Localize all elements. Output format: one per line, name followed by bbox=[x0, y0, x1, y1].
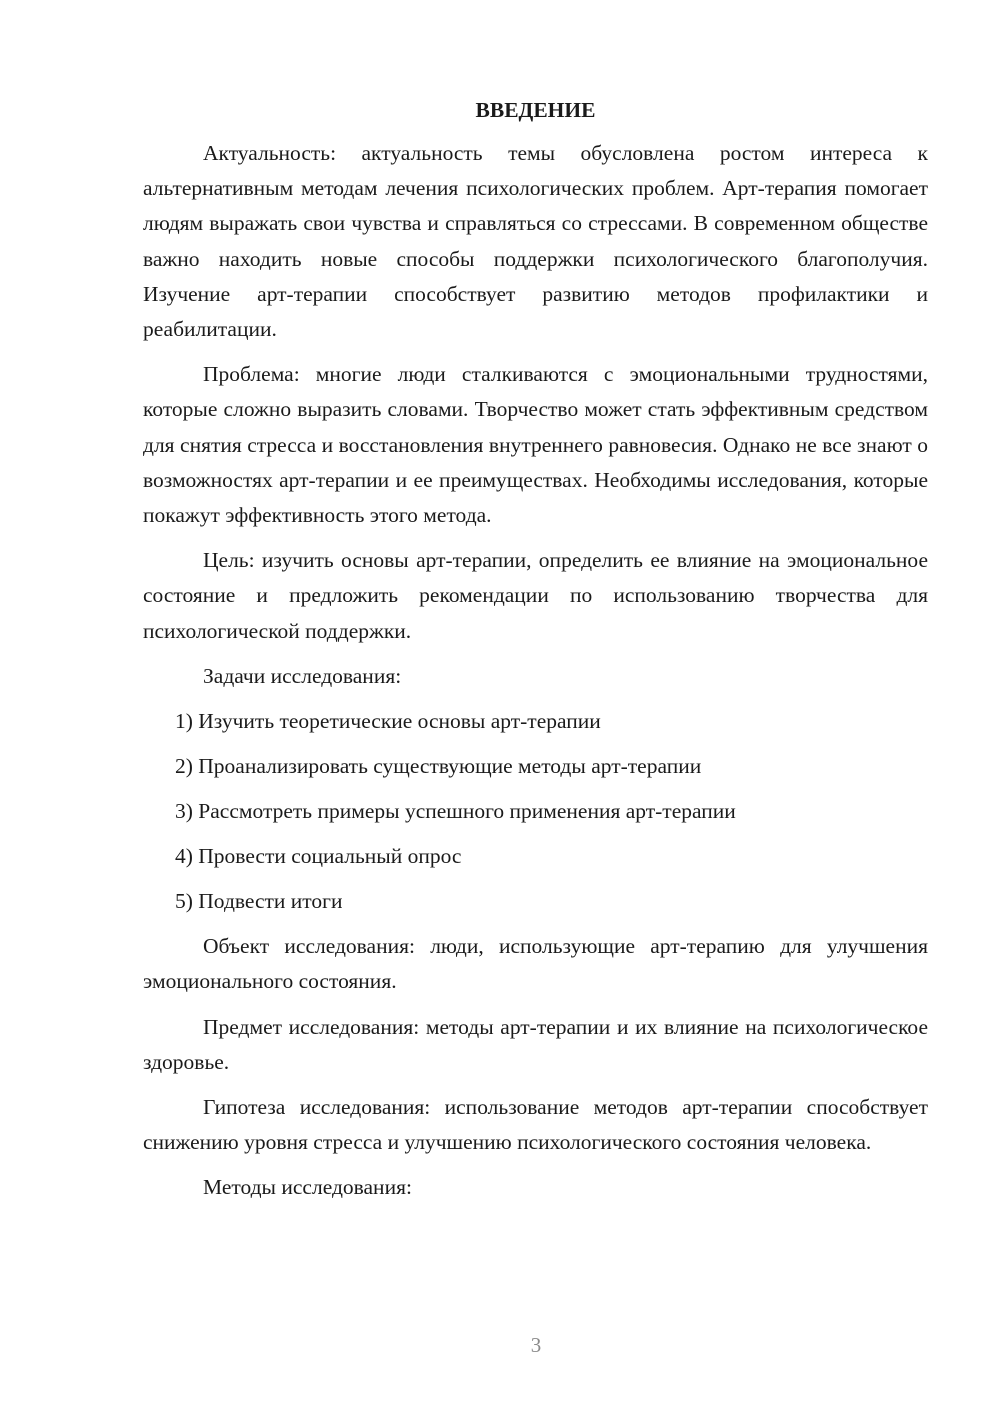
methods-label: Методы исследования: bbox=[203, 1175, 412, 1200]
paragraph-goal: Цель: изучить основы арт-терапии, определить ее влияние на эмоциональное состояние и предложить рекомендации по использованию творчества для психологической поддержки. bbox=[143, 548, 928, 643]
paragraph-hypothesis: Гипотеза исследования: использование методов арт-терапии способствует снижению уровня стресса и улучшению психологического состояния человека. bbox=[143, 1095, 928, 1155]
paragraph-relevance: Актуальность: актуальность темы обусловлена ростом интереса к альтернативным методам лечения психологических проблем. Арт-терапия помогает людям выражать свои чувства и справляться со стрессами. В современном обществе важно находить новые способы поддержки психологического благополучия. Изучение арт-терапии способствует развитию методов профилактики и реабилитации. bbox=[143, 141, 928, 342]
section-title: ВВЕДЕНИЕ bbox=[475, 98, 596, 122]
task-item: 3) Рассмотреть примеры успешного применения арт-терапии bbox=[175, 799, 736, 824]
paragraph-object: Объект исследования: люди, использующие арт-терапию для улучшения эмоционального состояния. bbox=[143, 934, 928, 994]
tasks-list bbox=[143, 704, 928, 919]
tasks-label: Задачи исследования: bbox=[203, 663, 402, 688]
paragraph-problem: Проблема: многие люди сталкиваются с эмоциональными трудностями, которые сложно выразить словами. Творчество может стать эффективным средством для снятия стресса и восстановления внутреннего равновесия. Однако не все знают о возможностях арт-терапии и ее преимуществах. Необходимы исследования, которые покажут эффективность этого метода. bbox=[143, 362, 928, 528]
task-item: 5) Подвести итоги bbox=[175, 889, 343, 914]
page-number: 3 bbox=[530, 1333, 542, 1357]
document-page bbox=[143, 95, 928, 1216]
paragraph-subject: Предмет исследования: методы арт-терапии и их влияние на психологическое здоровье. bbox=[143, 1014, 928, 1074]
task-item: 2) Проанализировать существующие методы арт-терапии bbox=[175, 754, 702, 779]
task-item: 1) Изучить теоретические основы арт-терапии bbox=[175, 709, 601, 734]
task-item: 4) Провести социальный опрос bbox=[175, 844, 462, 869]
